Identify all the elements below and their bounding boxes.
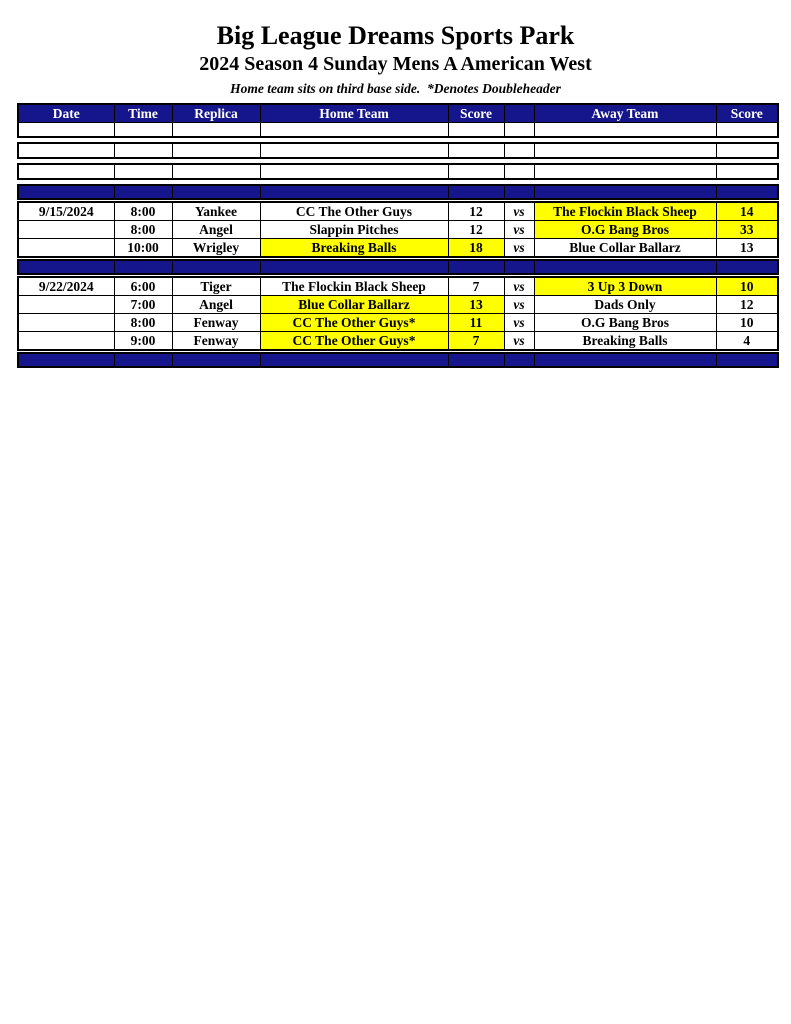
empty-cell xyxy=(260,164,448,179)
separator-cell xyxy=(114,185,172,199)
separator-cell xyxy=(114,260,172,274)
empty-cell xyxy=(716,164,778,179)
home-team: CC The Other Guys* xyxy=(260,332,448,351)
game-row xyxy=(18,221,778,239)
empty-cell xyxy=(172,143,260,158)
separator-row xyxy=(18,353,778,367)
away-score: 33 xyxy=(716,221,778,239)
empty-cell xyxy=(504,123,534,138)
away-team: Breaking Balls xyxy=(534,332,716,351)
page-title: Big League Dreams Sports Park xyxy=(216,21,575,50)
separator-cell xyxy=(504,260,534,274)
game-date: 9/22/2024 xyxy=(18,277,114,296)
col-header-date: Date xyxy=(18,104,114,123)
col-header-away-score: Score xyxy=(716,104,778,123)
game-replica: Wrigley xyxy=(172,239,260,258)
vs-label: vs xyxy=(504,221,534,239)
game-replica: Angel xyxy=(172,221,260,239)
separator-cell xyxy=(534,260,716,274)
home-score: 12 xyxy=(448,202,504,221)
empty-cell xyxy=(18,164,114,179)
home-score: 7 xyxy=(448,332,504,351)
away-score: 10 xyxy=(716,314,778,332)
vs-label: vs xyxy=(504,296,534,314)
page-note: Home team sits on third base side. *Denotes Doubleheader xyxy=(230,81,561,96)
game-replica: Fenway xyxy=(172,332,260,351)
separator-cell xyxy=(448,260,504,274)
game-row xyxy=(18,277,778,296)
away-team: 3 Up 3 Down xyxy=(534,277,716,296)
vs-label: vs xyxy=(504,202,534,221)
page-subtitle: 2024 Season 4 Sunday Mens A American West xyxy=(199,53,592,75)
empty-cell xyxy=(114,143,172,158)
game-time: 10:00 xyxy=(114,239,172,258)
empty-cell xyxy=(260,123,448,138)
away-team: Dads Only xyxy=(534,296,716,314)
away-score: 14 xyxy=(716,202,778,221)
separator-cell xyxy=(448,353,504,367)
away-score: 4 xyxy=(716,332,778,351)
col-header-home-team: Home Team xyxy=(260,104,448,123)
empty-cell xyxy=(114,164,172,179)
separator-cell xyxy=(172,260,260,274)
empty-cell xyxy=(448,143,504,158)
away-team: O.G Bang Bros xyxy=(534,314,716,332)
separator-cell xyxy=(260,185,448,199)
home-team: CC The Other Guys xyxy=(260,202,448,221)
col-header-home-score: Score xyxy=(448,104,504,123)
empty-cell xyxy=(534,164,716,179)
game-row xyxy=(18,296,778,314)
home-score: 13 xyxy=(448,296,504,314)
game-replica: Yankee xyxy=(172,202,260,221)
empty-cell xyxy=(18,123,114,138)
separator-cell xyxy=(172,185,260,199)
game-replica: Tiger xyxy=(172,277,260,296)
game-date xyxy=(18,314,114,332)
table-header-row xyxy=(18,104,778,123)
separator-cell xyxy=(18,260,114,274)
col-header-vs xyxy=(504,104,534,123)
home-score: 7 xyxy=(448,277,504,296)
separator-row xyxy=(18,260,778,274)
home-score: 12 xyxy=(448,221,504,239)
game-time: 9:00 xyxy=(114,332,172,351)
game-time: 6:00 xyxy=(114,277,172,296)
empty-cell xyxy=(534,143,716,158)
empty-cell xyxy=(114,123,172,138)
game-row xyxy=(18,314,778,332)
separator-row xyxy=(18,185,778,199)
vs-label: vs xyxy=(504,277,534,296)
game-date: 9/15/2024 xyxy=(18,202,114,221)
empty-cell xyxy=(172,123,260,138)
home-team: The Flockin Black Sheep xyxy=(260,277,448,296)
game-date xyxy=(18,221,114,239)
separator-cell xyxy=(716,260,778,274)
empty-cell xyxy=(260,143,448,158)
separator-cell xyxy=(534,353,716,367)
empty-cell xyxy=(172,164,260,179)
game-time: 8:00 xyxy=(114,202,172,221)
separator-cell xyxy=(172,353,260,367)
vs-label: vs xyxy=(504,239,534,258)
col-header-away-team: Away Team xyxy=(534,104,716,123)
away-team: O.G Bang Bros xyxy=(534,221,716,239)
separator-cell xyxy=(716,185,778,199)
game-time: 8:00 xyxy=(114,314,172,332)
empty-cell xyxy=(504,143,534,158)
game-replica: Fenway xyxy=(172,314,260,332)
separator-cell xyxy=(504,185,534,199)
home-team: CC The Other Guys* xyxy=(260,314,448,332)
home-team: Blue Collar Ballarz xyxy=(260,296,448,314)
separator-cell xyxy=(504,353,534,367)
game-date xyxy=(18,239,114,258)
separator-cell xyxy=(260,353,448,367)
game-replica: Angel xyxy=(172,296,260,314)
game-date xyxy=(18,296,114,314)
home-team: Slappin Pitches xyxy=(260,221,448,239)
away-team: Blue Collar Ballarz xyxy=(534,239,716,258)
game-time: 7:00 xyxy=(114,296,172,314)
separator-cell xyxy=(448,185,504,199)
empty-cell xyxy=(448,123,504,138)
empty-cell xyxy=(448,164,504,179)
separator-cell xyxy=(114,353,172,367)
home-score: 18 xyxy=(448,239,504,258)
col-header-time: Time xyxy=(114,104,172,123)
away-score: 13 xyxy=(716,239,778,258)
empty-cell xyxy=(716,143,778,158)
separator-cell xyxy=(18,185,114,199)
separator-cell xyxy=(260,260,448,274)
empty-row xyxy=(18,164,778,179)
away-team: The Flockin Black Sheep xyxy=(534,202,716,221)
game-time: 8:00 xyxy=(114,221,172,239)
vs-label: vs xyxy=(504,332,534,351)
away-score: 12 xyxy=(716,296,778,314)
home-team: Breaking Balls xyxy=(260,239,448,258)
empty-cell xyxy=(716,123,778,138)
empty-cell xyxy=(534,123,716,138)
separator-cell xyxy=(534,185,716,199)
empty-row xyxy=(18,123,778,138)
game-row xyxy=(18,332,778,351)
game-date xyxy=(18,332,114,351)
separator-cell xyxy=(716,353,778,367)
game-row xyxy=(18,239,778,258)
schedule-table xyxy=(17,103,779,368)
vs-label: vs xyxy=(504,314,534,332)
empty-cell xyxy=(504,164,534,179)
empty-row xyxy=(18,143,778,158)
home-score: 11 xyxy=(448,314,504,332)
game-row xyxy=(18,202,778,221)
col-header-replica: Replica xyxy=(172,104,260,123)
separator-cell xyxy=(18,353,114,367)
away-score: 10 xyxy=(716,277,778,296)
empty-cell xyxy=(18,143,114,158)
